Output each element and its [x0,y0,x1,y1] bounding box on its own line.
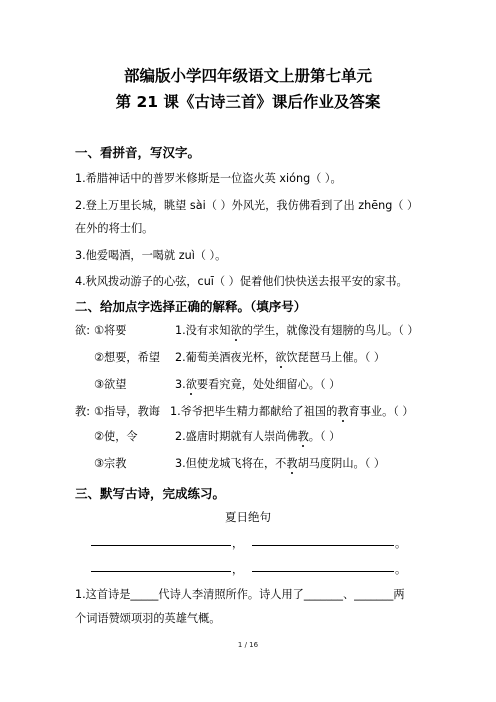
option-jiao-3: ③宗教 [94,457,127,470]
section-1-heading: 一、看拼音，写汉字。 [75,145,201,160]
poem-blank-line-1[interactable] [91,545,231,546]
dotted-char: 欲 [185,378,197,391]
sentence-jiao-3: 3.但使龙城飞将在，不教胡马度阴山。（ ） [175,457,386,470]
dotted-char: 欲 [230,324,242,337]
dotted-char: 教 [297,430,309,443]
sentence-yu-3: 3.欲要看究竟，处处细留心。（ ） [175,378,341,391]
sentence-jiao-1: 1.爷爷把毕生精力都献给了祖国的教育事业。（ ） [170,405,414,418]
option-jiao-1: ①指导，教诲 [94,405,160,418]
document-subtitle: 第 21 课《古诗三首》课后作业及答案 [115,93,381,111]
poem-blank-line-2[interactable] [252,545,394,546]
sentence-yu-2: 2.葡萄美酒夜光杯，欲饮琵琶马上催。（ ） [175,351,386,364]
char-label-jiao: 教: [75,405,90,418]
question-1-2-cont: 在外的将士们。 [75,222,154,235]
poem-period-1: 。 [395,537,407,550]
question-1-3: 3.他爱喝酒，一喝就 zuì（ ）。 [75,249,227,262]
question-1-2: 2.登上万里长城，眺望 sài（ ）外风光，我仿佛看到了出 zhēng（ ） [75,199,419,212]
section-2-heading: 二、给加点字选择正确的解释。（填序号） [75,299,307,314]
sentence-yu-1: 1.没有求知欲的学生，就像没有翅膀的鸟儿。（ ） [175,324,419,337]
poem-blank-line-3[interactable] [91,571,231,572]
poem-comma-1: ， [232,537,244,550]
dotted-char: 教 [337,405,349,418]
option-yu-3: ③欲望 [94,378,127,391]
option-yu-2: ②想要，希望 [94,351,160,364]
poem-period-2: 。 [395,563,407,576]
question-3-1-cont: 个词语赞颂项羽的英雄气概。 [75,612,221,625]
section-3-heading: 三、默写古诗，完成练习。 [75,486,226,501]
option-jiao-2: ②使，令 [94,430,138,443]
question-3-1: 1.这首诗是_____代诗人李清照所作。诗人用了_______、_______两 [75,588,405,601]
dotted-char: 欲 [275,351,287,364]
document-title: 部编版小学四年级语文上册第七单元 [123,67,372,85]
char-label-yu: 欲: [75,324,90,337]
page-number: 1 / 16 [237,641,259,649]
option-yu-1: ①将要 [94,324,127,337]
sentence-jiao-2: 2.盛唐时期就有人崇尚佛教。（ ） [175,430,341,443]
question-1-4: 4.秋风拨动游子的心弦，cuī（ ）促着他们快快送去报平安的家书。 [75,275,408,288]
poem-comma-2: ， [232,563,244,576]
question-1-1: 1.希腊神话中的普罗米修斯是一位盗火英 xióng（ ）。 [75,172,342,185]
dotted-char: 教 [286,457,298,470]
poem-blank-line-4[interactable] [252,571,394,572]
poem-title: 夏日绝句 [225,510,271,524]
